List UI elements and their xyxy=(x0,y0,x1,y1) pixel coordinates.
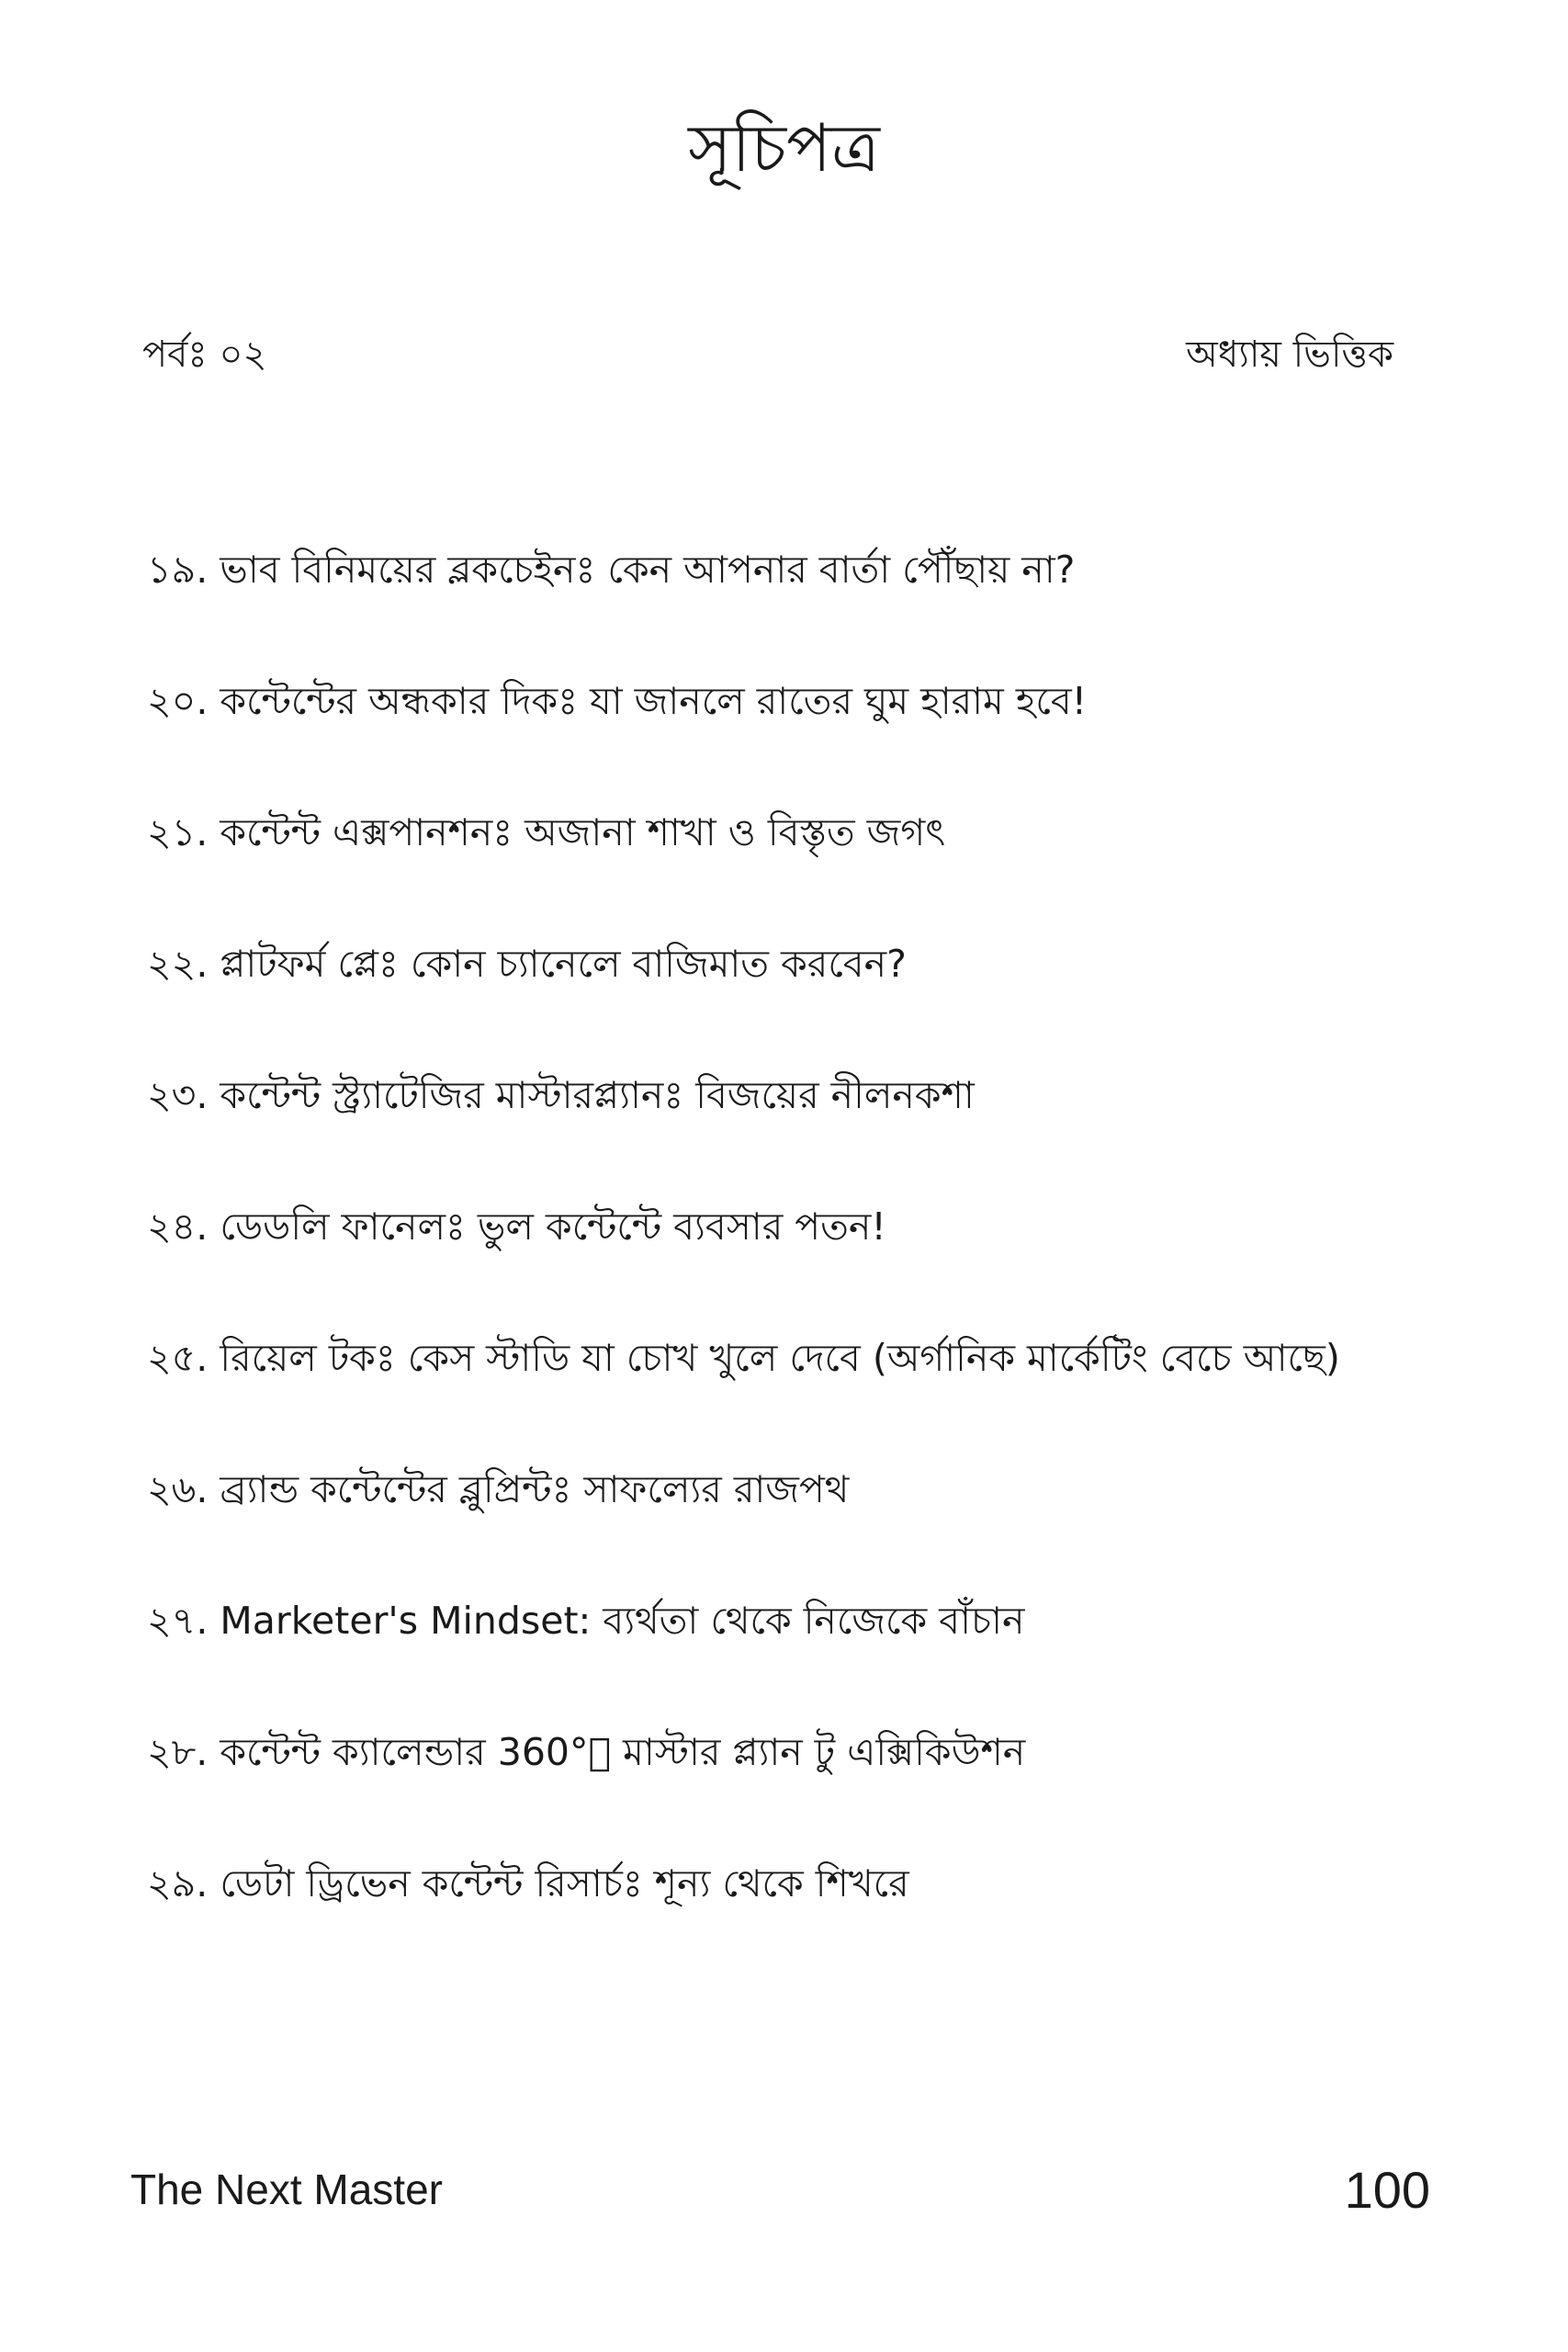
toc-item-number: ২৪. xyxy=(147,1204,209,1249)
toc-item-number: ১৯. xyxy=(147,548,209,592)
toc-item-number: ২৫. xyxy=(147,1336,209,1380)
toc-item xyxy=(147,1724,1451,1856)
toc-item xyxy=(147,673,1451,805)
toc-item-title: Marketer's Mindset: ব্যর্থতা থেকে নিজেকে বাঁচান xyxy=(220,1599,1025,1643)
toc-item-title: ভাব বিনিময়ের ব্লকচেইনঃ কেন আপনার বার্তা পৌঁছায় না? xyxy=(220,548,1076,592)
toc-item xyxy=(147,1462,1451,1593)
toc-item xyxy=(147,1593,1451,1724)
toc-item-title: ডেডলি ফানেলঃ ভুল কন্টেন্টে ব্যবসার পতন! xyxy=(220,1204,886,1249)
toc-item-number: ২৮. xyxy=(147,1730,209,1774)
book-title: The Next Master xyxy=(130,2165,443,2213)
arrangement-label: অধ্যায় ভিত্তিক xyxy=(1186,334,1393,376)
toc-item-number: ২৯. xyxy=(147,1861,209,1905)
toc-item-number: ২০. xyxy=(147,679,209,723)
part-label: পর্বঃ ০২ xyxy=(142,334,267,376)
toc-item xyxy=(147,1068,1451,1199)
toc-item-title: ডেটা ড্রিভেন কন্টেন্ট রিসার্চঃ শূন্য থেকে শিখরে xyxy=(220,1861,909,1905)
toc-item-title: রিয়েল টকঃ কেস স্টাডি যা চোখ খুলে দেবে (অর্গানিক মার্কেটিং বেচে আছে) xyxy=(220,1336,1340,1380)
toc-item-number: ২১. xyxy=(147,810,209,854)
toc-item-title: ব্র্যান্ড কন্টেন্টের ব্লুপ্রিন্টঃ সাফল্যের রাজপথ xyxy=(220,1467,850,1511)
meta-row xyxy=(142,333,1393,377)
toc-item xyxy=(147,936,1451,1068)
toc-item xyxy=(147,1330,1451,1462)
toc-item xyxy=(147,805,1451,936)
toc-item-title: প্লাটফর্ম প্লেঃ কোন চ্যানেলে বাজিমাত করবেন? xyxy=(220,942,907,986)
toc-item-title: কন্টেন্টের অন্ধকার দিকঃ যা জানলে রাতের ঘুম হারাম হবে! xyxy=(220,679,1088,723)
page-number: 100 xyxy=(1344,2161,1430,2219)
toc-item-title: কন্টেন্ট স্ট্র্যাটেজির মাস্টারপ্ল্যানঃ বিজয়ের নীলনকশা xyxy=(220,1073,975,1117)
toc-item-number: ২৬. xyxy=(147,1467,209,1511)
toc-item xyxy=(147,1856,1451,1987)
page-footer xyxy=(130,2159,1435,2221)
toc-item-number: ২৭. xyxy=(147,1599,209,1643)
toc-item xyxy=(147,542,1451,673)
toc-list xyxy=(147,542,1451,1987)
page-title: সূচিপত্র xyxy=(688,109,880,187)
toc-item-title: কন্টেন্ট এক্সপানশনঃ অজানা শাখা ও বিস্তৃত জগৎ xyxy=(220,810,946,854)
toc-item-number: ২৩. xyxy=(147,1073,209,1117)
toc-item-number: ২২. xyxy=(147,942,209,986)
toc-item-title: কন্টেন্ট ক্যালেন্ডার 360°ঃ মাস্টার প্ল্যান টু এক্সিকিউশন xyxy=(220,1730,1026,1774)
toc-item xyxy=(147,1199,1451,1330)
